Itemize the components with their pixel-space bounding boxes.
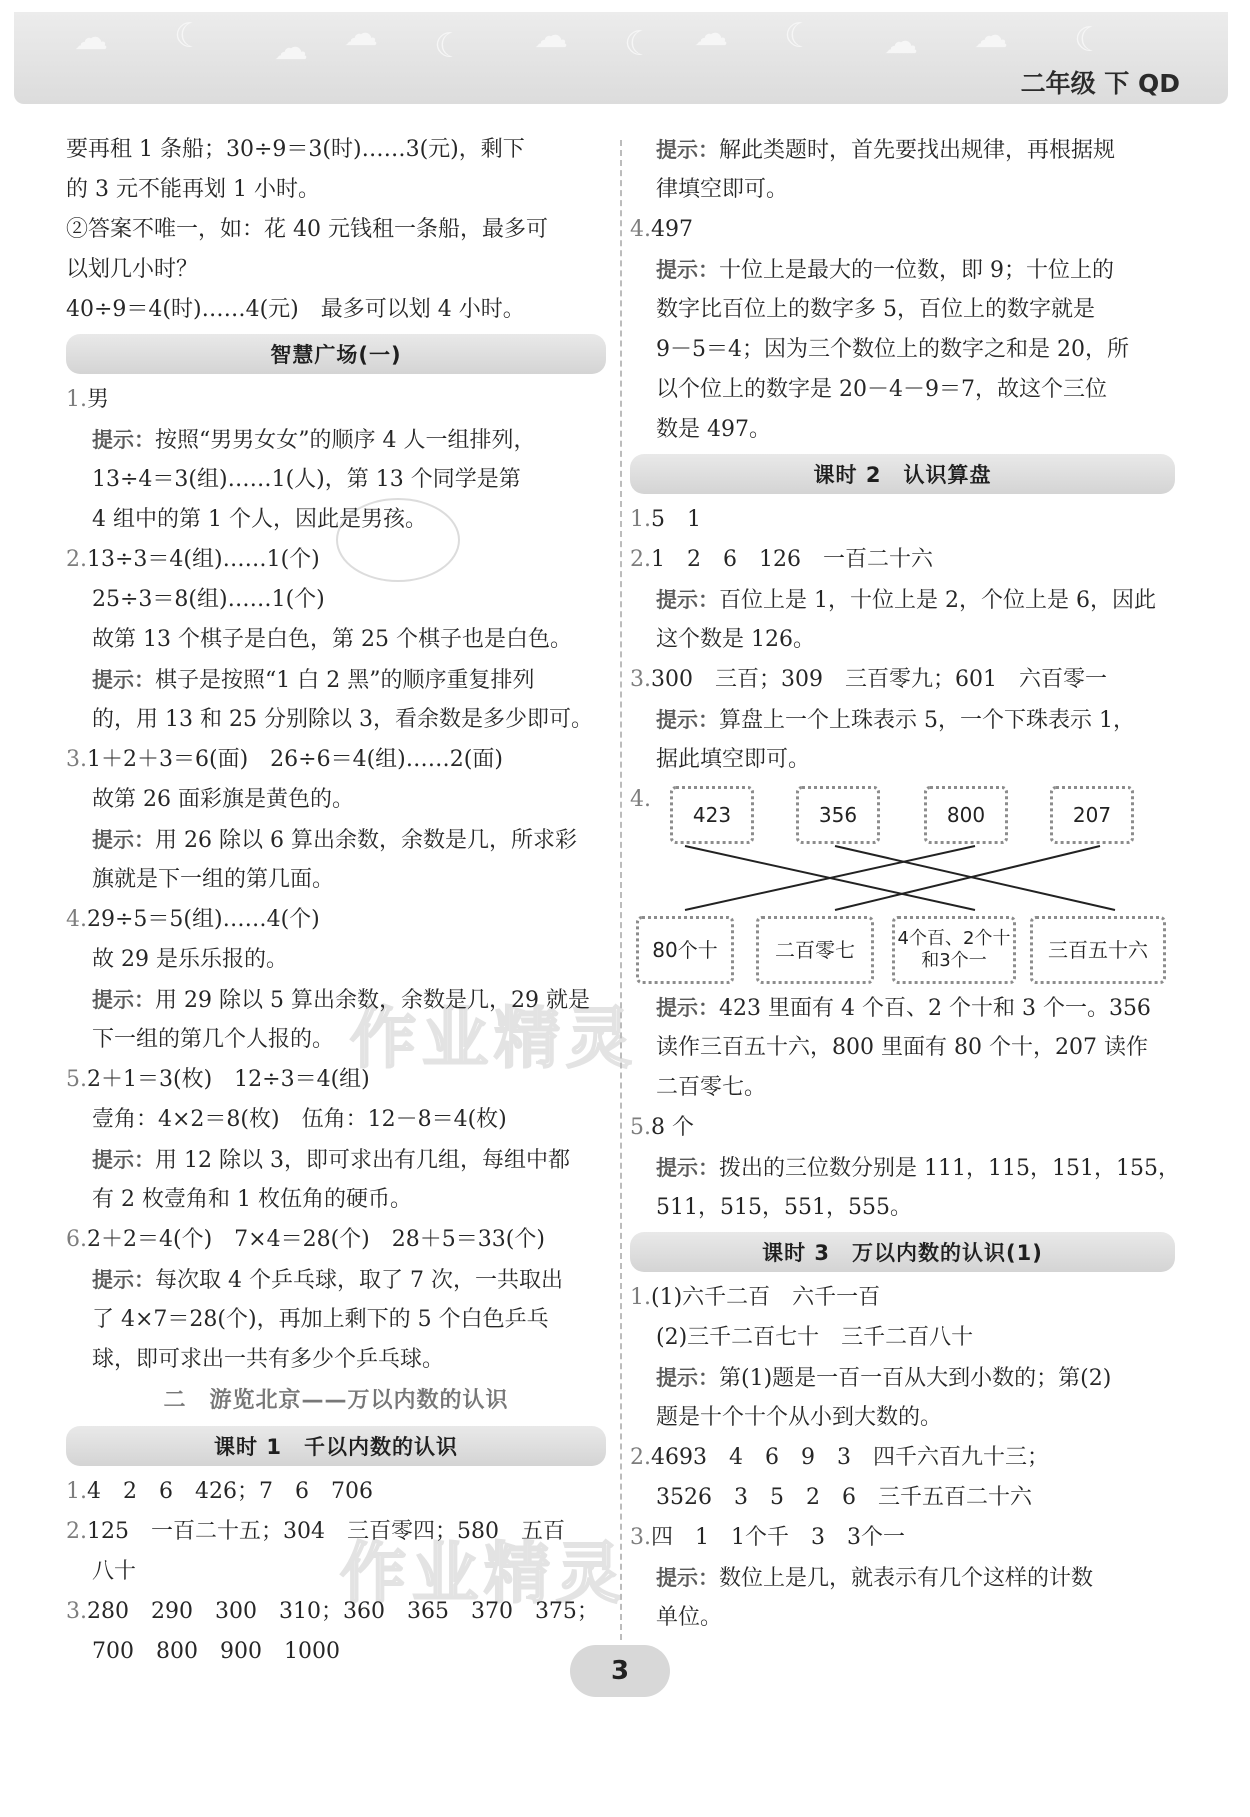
answer-line: 故第 26 面彩旗是黄色的。	[92, 787, 354, 812]
answer-line: 3526 3 5 2 6 三千五百二十六	[656, 1485, 1032, 1510]
answer-line: 4.497	[630, 217, 693, 242]
tip-line: 了 4×7＝28(个)，再加上剩下的 5 个白色乒乓	[92, 1307, 549, 1332]
section-band-lesson-1	[66, 1426, 606, 1466]
cloud-icon: ☁	[974, 16, 1008, 56]
section-band-lesson-2	[630, 454, 1175, 494]
tip-line: 提示：解此类题时，首先要找出规律，再根据规	[656, 138, 1116, 163]
tip-line: 下一组的第几个人报的。	[92, 1027, 335, 1052]
tip-line: 511，515，551，555。	[656, 1195, 912, 1220]
tip-line: 的，用 13 和 25 分别除以 3，看余数是多少即可。	[92, 707, 593, 732]
tip-line: 9－5＝4；因为三个数位上的数字之和是 20，所	[656, 337, 1129, 362]
tip-line: 据此填空即可。	[656, 747, 811, 772]
moon-icon: ☾	[1074, 20, 1105, 60]
moon-icon: ☾	[624, 24, 655, 64]
cloud-icon: ☁	[344, 14, 378, 54]
match-bottom-box: 二百零七	[756, 916, 874, 984]
tip-line: 球，即可求出一共有多少个乒乓球。	[92, 1347, 445, 1372]
answer-line: 故 29 是乐乐报的。	[92, 947, 288, 972]
tip-line: 以个位上的数字是 20－4－9＝7，故这个三位	[656, 377, 1107, 402]
match-top-box: 423	[670, 786, 754, 844]
section-band-lesson-3	[630, 1232, 1175, 1272]
page-number: 3	[570, 1645, 670, 1697]
answer-line: 25÷3＝8(组)……1(个)	[92, 587, 325, 612]
tip-line: 提示：用 26 除以 6 算出余数，余数是几，所求彩	[92, 828, 577, 853]
answer-line: 2.1 2 6 126 一百二十六	[630, 547, 933, 572]
match-bottom-box: 80个十	[636, 916, 734, 984]
tip-line: 提示：算盘上一个上珠表示 5，一个下珠表示 1，	[656, 708, 1135, 733]
answer-line: 6.2＋2＝4(个) 7×4＝28(个) 28＋5＝33(个)	[66, 1227, 545, 1252]
tip-line: 提示：拨出的三位数分别是 111，115，151，155，	[656, 1156, 1180, 1181]
cloud-icon: ☁	[534, 16, 568, 56]
text-line: 要再租 1 条船；30÷9＝3(时)……3(元)，剩下	[66, 137, 525, 162]
answer-line: 1.男	[66, 387, 110, 412]
answer-line: (2)三千二百七十 三千二百八十	[656, 1325, 974, 1350]
tip-line: 数是 497。	[656, 417, 771, 442]
grade-label: 二年级 下 QD	[1020, 69, 1180, 98]
tip-line: 4 组中的第 1 个人，因此是男孩。	[92, 507, 427, 532]
section-title: 课时 3 万以内数的认识(1)	[762, 1241, 1043, 1265]
tip-line: 提示：第(1)题是一百一百从大到小数的；第(2)	[656, 1366, 1112, 1391]
answer-line: 2.125 一百二十五；304 三百零四；580 五百	[66, 1519, 565, 1544]
answer-line: 3.280 290 300 310；360 365 370 375；	[66, 1599, 599, 1624]
moon-icon: ☾	[784, 16, 815, 56]
cloud-icon: ☁	[884, 22, 918, 62]
cloud-icon: ☁	[694, 14, 728, 54]
section-title: 课时 2 认识算盘	[813, 463, 992, 487]
cloud-icon: ☁	[74, 18, 108, 58]
tip-line: 提示：数位上是几，就表示有几个这样的计数	[656, 1566, 1094, 1591]
section-title: 智慧广场(一)	[270, 343, 402, 367]
tip-line: 13÷4＝3(组)……1(人)，第 13 个同学是第	[92, 467, 521, 492]
match-bottom-box: 4个百、2个十和3个一	[892, 916, 1016, 984]
tip-line: 二百零七。	[656, 1075, 767, 1100]
answer-line: 壹角：4×2＝8(枚) 伍角：12－8＝4(枚)	[92, 1107, 507, 1132]
answer-line: 2.13÷3＝4(组)……1(个)	[66, 547, 320, 572]
answer-line: 1.5 1	[630, 507, 701, 532]
watermark: 作业精灵	[340, 1535, 628, 1612]
moon-icon: ☾	[174, 16, 205, 56]
answer-line: 1.(1)六千二百 六千一百	[630, 1285, 881, 1310]
unit-title: 二 游览北京——万以内数的认识	[163, 1388, 509, 1413]
tip-line: 提示：百位上是 1，十位上是 2，个位上是 6，因此	[656, 588, 1156, 613]
answer-line: 故第 13 个棋子是白色，第 25 个棋子也是白色。	[92, 627, 572, 652]
text-line: ②答案不唯一，如：花 40 元钱租一条船，最多可	[66, 217, 548, 242]
section-band-wisdom	[66, 334, 606, 374]
answer-line: 4.29÷5＝5(组)……4(个)	[66, 907, 320, 932]
matching-diagram	[630, 780, 1175, 1020]
answer-line: 1.4 2 6 426；7 6 706	[66, 1479, 373, 1504]
tip-line: 有 2 枚壹角和 1 枚伍角的硬币。	[92, 1187, 412, 1212]
match-top-box: 356	[796, 786, 880, 844]
tip-line: 提示：十位上是最大的一位数，即 9；十位上的	[656, 258, 1114, 283]
question-number: 4.	[630, 787, 651, 812]
answer-line: 3.1＋2＋3＝6(面) 26÷6＝4(组)……2(面)	[66, 747, 503, 772]
tip-line: 单位。	[656, 1605, 723, 1630]
tip-line: 提示：按照“男男女女”的顺序 4 人一组排列，	[92, 428, 536, 453]
text-line: 以划几小时？	[66, 257, 199, 282]
tip-line: 律填空即可。	[656, 177, 789, 202]
matching-lines	[630, 780, 1175, 1020]
tip-line: 这个数是 126。	[656, 627, 815, 652]
match-top-box: 207	[1050, 786, 1134, 844]
match-bottom-box: 三百五十六	[1030, 916, 1166, 984]
tip-line: 读作三百五十六，800 里面有 80 个十，207 读作	[656, 1035, 1148, 1060]
answer-line: 5.2＋1＝3(枚) 12÷3＝4(组)	[66, 1067, 370, 1092]
tip-line: 旗就是下一组的第几面。	[92, 867, 335, 892]
answer-line: 5.8 个	[630, 1115, 694, 1140]
moon-icon: ☾	[434, 26, 465, 66]
answer-line: 2.4693 4 6 9 3 四千六百九十三；	[630, 1445, 1049, 1470]
tip-line: 提示：用 29 除以 5 算出余数，余数是几，29 就是	[92, 988, 590, 1013]
tip-line: 提示：用 12 除以 3，即可求出有几组，每组中都	[92, 1148, 570, 1173]
tip-line: 题是十个十个从小到大数的。	[656, 1405, 943, 1430]
match-top-box: 800	[924, 786, 1008, 844]
column-divider	[620, 140, 622, 1640]
section-title: 课时 1 千以内数的认识	[214, 1435, 458, 1459]
tip-line: 数字比百位上的数字多 5，百位上的数字就是	[656, 297, 1095, 322]
text-line: 40÷9＝4(时)……4(元) 最多可以划 4 小时。	[66, 297, 525, 322]
watermark: 作业精灵	[350, 1000, 638, 1077]
answer-line: 八十	[92, 1559, 137, 1584]
answer-line: 700 800 900 1000	[92, 1639, 340, 1664]
tip-line: 提示：棋子是按照“1 白 2 黑”的顺序重复排列	[92, 668, 535, 693]
left-column	[66, 130, 606, 1672]
cloud-icon: ☁	[274, 28, 308, 68]
right-column	[630, 130, 1180, 1638]
tip-line: 提示：423 里面有 4 个百、2 个十和 3 个一。356	[656, 996, 1151, 1021]
text-line: 的 3 元不能再划 1 小时。	[66, 177, 320, 202]
answer-line: 3.四 1 1个千 3 3个一	[630, 1525, 905, 1550]
answer-line: 3.300 三百；309 三百零九；601 六百零一	[630, 667, 1107, 692]
tip-line: 提示：每次取 4 个乒乓球，取了 7 次，一共取出	[92, 1268, 563, 1293]
